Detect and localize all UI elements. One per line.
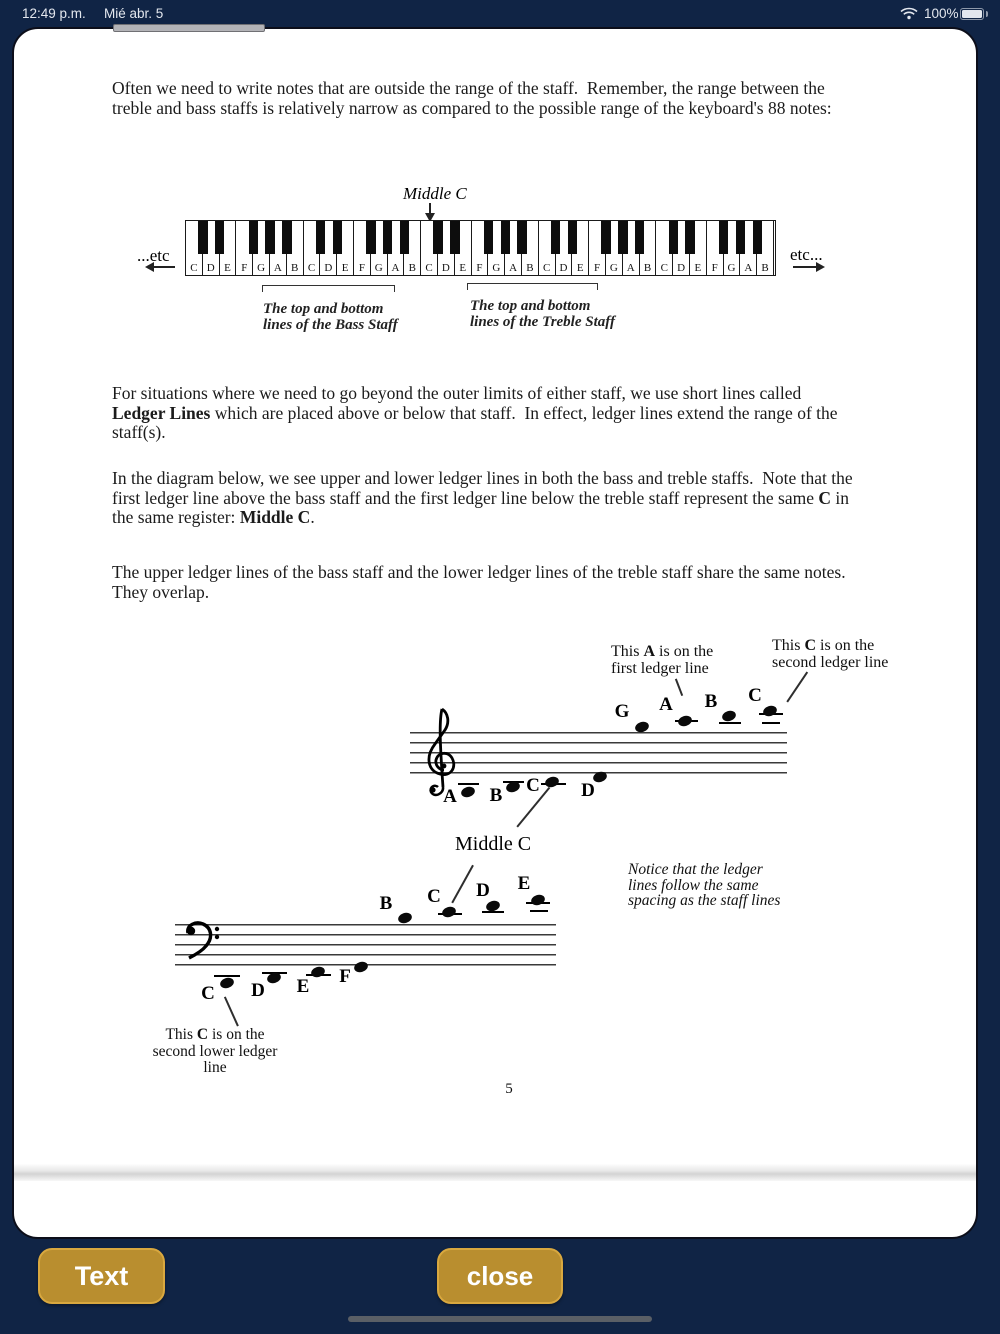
white-key: C: [539, 221, 556, 275]
middle-c-label: Middle C: [455, 833, 532, 855]
black-key: [249, 221, 259, 254]
black-key: [366, 221, 376, 254]
black-key: [215, 221, 225, 254]
status-time: 12:49 p.m.: [22, 6, 86, 21]
black-key: [198, 221, 208, 254]
status-date: Mié abr. 5: [104, 6, 164, 21]
keyboard-middle-c-label: Middle C: [403, 184, 467, 203]
black-key: [736, 221, 746, 254]
white-key: F: [707, 221, 724, 275]
note-letter: C: [201, 983, 215, 1004]
white-key: E: [690, 221, 707, 275]
white-key: A: [388, 221, 405, 275]
black-key: [618, 221, 628, 254]
page-separator: [14, 1164, 976, 1181]
black-key: [316, 221, 326, 254]
white-key: F: [589, 221, 606, 275]
etc-left-arrow-head: [145, 262, 154, 272]
paragraph-diagram: In the diagram below, we see upper and lower ledger lines in both the bass and treble staffs. Note that the first ledger line above the bass staff and the first ledger line below the treble staff represent the same C in the same register: Middle C.: [112, 468, 853, 527]
white-key: B: [287, 221, 304, 275]
white-key: A: [270, 221, 287, 275]
annotation-notice: Notice that the ledger lines follow the same spacing as the staff lines: [628, 861, 781, 909]
annotation-a-first-ledger: This A is on the first ledger line: [611, 643, 714, 677]
bass-range-bracket: [262, 285, 395, 292]
note-letter: D: [581, 780, 595, 801]
white-key: E: [455, 221, 472, 275]
white-key: D: [203, 221, 220, 275]
black-key: [685, 221, 695, 254]
white-key: F: [236, 221, 253, 275]
white-key: A: [740, 221, 757, 275]
white-key: C: [186, 221, 203, 275]
note-letter: B: [489, 785, 503, 806]
etc-right-arrow: [793, 266, 818, 268]
page-number: 5: [505, 1081, 513, 1097]
white-key: E: [572, 221, 589, 275]
ledger-line: [719, 722, 741, 724]
white-key: G: [724, 221, 741, 275]
black-key: [450, 221, 460, 254]
white-key: C: [656, 221, 673, 275]
white-key: D: [556, 221, 573, 275]
ledger-line: [530, 910, 548, 912]
white-key: D: [320, 221, 337, 275]
white-key: F: [354, 221, 371, 275]
bass-staff: [175, 924, 556, 966]
annotation-c-second-ledger: This C is on the second ledger line: [772, 637, 889, 671]
white-key: E: [220, 221, 237, 275]
piano-keyboard: [185, 220, 776, 276]
note-letter: A: [443, 786, 457, 807]
paragraph-intro: Often we need to write notes that are outside the range of the staff. Remember, the range between the treble and bass staffs is relatively narrow as compared to the possible range of the keyboard's 88 notes:: [112, 78, 832, 118]
black-key: [568, 221, 578, 254]
black-key: [282, 221, 292, 254]
white-key: B: [640, 221, 657, 275]
note-letter: G: [614, 701, 630, 722]
treble-range-bracket: [467, 283, 598, 290]
white-key: C: [421, 221, 438, 275]
white-key: B: [404, 221, 421, 275]
black-key: [433, 221, 443, 254]
black-key: [265, 221, 275, 254]
white-key: B: [522, 221, 539, 275]
black-key: [669, 221, 679, 254]
ledger-line: [762, 722, 780, 724]
white-key: A: [623, 221, 640, 275]
annotation-c-lower-ledger: This C is on the second lower ledger line: [152, 1026, 278, 1076]
white-key: G: [371, 221, 388, 275]
bass-clef: [184, 921, 224, 963]
treble-range-caption: The top and bottom lines of the Treble Staff: [470, 298, 615, 330]
white-key: G: [488, 221, 505, 275]
white-key: D: [438, 221, 455, 275]
black-key: [333, 221, 343, 254]
note-letter: D: [476, 880, 490, 901]
etc-right-arrow-head: [816, 262, 825, 272]
white-key: A: [505, 221, 522, 275]
black-key: [400, 221, 410, 254]
white-key: B: [757, 221, 774, 275]
paragraph-overlap: The upper ledger lines of the bass staff and the lower ledger lines of the treble staff share the same notes. They overlap.: [112, 562, 846, 602]
note-letter: C: [748, 685, 762, 706]
battery-percent: 100%: [924, 6, 959, 21]
note-letter: C: [427, 886, 441, 907]
close-button[interactable]: close: [437, 1248, 563, 1304]
battery-nub: [986, 11, 988, 17]
bass-range-caption: The top and bottom lines of the Bass Staff: [263, 301, 398, 333]
note-letter: C: [526, 775, 540, 796]
note-letter: B: [379, 893, 393, 914]
note-letter: D: [251, 980, 265, 1001]
black-key: [551, 221, 561, 254]
text-button[interactable]: Text: [38, 1248, 165, 1304]
black-key: [383, 221, 393, 254]
note-letter: F: [339, 966, 351, 987]
home-indicator[interactable]: [348, 1316, 652, 1322]
white-key: E: [337, 221, 354, 275]
white-key: C: [304, 221, 321, 275]
black-key: [517, 221, 527, 254]
page-scroll-tab: [113, 24, 265, 32]
black-key: [719, 221, 729, 254]
black-key: [501, 221, 511, 254]
ledger-line: [482, 911, 504, 913]
battery-icon: [960, 8, 984, 20]
note-letter: E: [296, 976, 310, 997]
ledger-line: [458, 783, 479, 785]
white-key: G: [606, 221, 623, 275]
black-key: [753, 221, 763, 254]
etc-left-label: ...etc: [137, 246, 170, 265]
white-key: D: [673, 221, 690, 275]
note-letter: B: [704, 691, 718, 712]
black-key: [484, 221, 494, 254]
note-letter: A: [659, 694, 673, 715]
paragraph-ledger-lines: For situations where we need to go beyond the outer limits of either staff, we use short lines called Ledger Lines which are placed above or below that staff. In effect, ledger lines extend the range of the staff(s).: [112, 383, 838, 442]
etc-right-label: etc...: [790, 245, 823, 264]
note-letter: E: [517, 873, 531, 894]
white-key: G: [253, 221, 270, 275]
white-key: F: [472, 221, 489, 275]
black-key: [601, 221, 611, 254]
black-key: [635, 221, 645, 254]
wifi-icon: [900, 7, 918, 20]
